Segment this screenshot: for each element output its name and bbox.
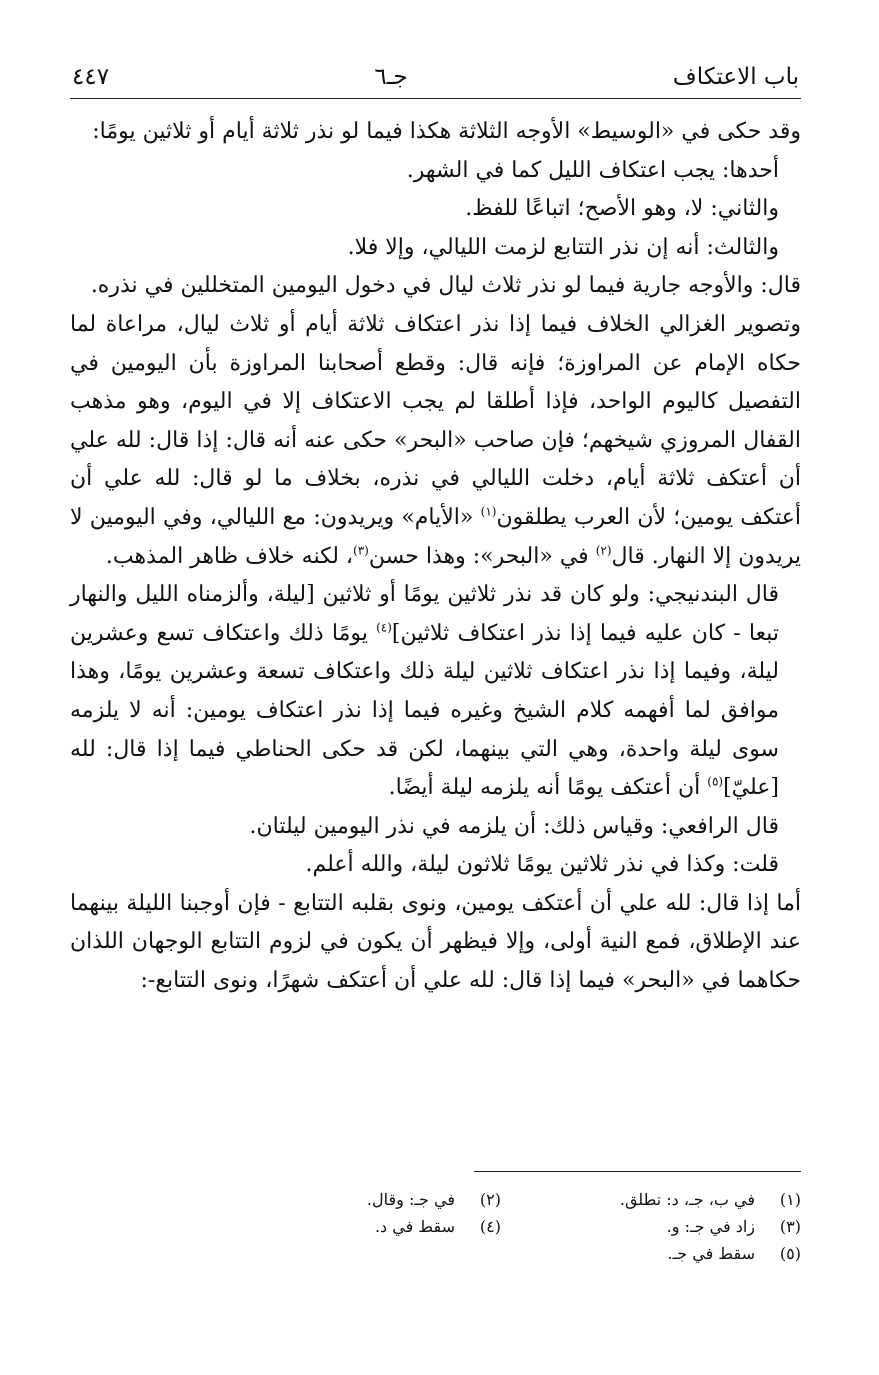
paragraph: قال: والأوجه جارية فيما لو نذر ثلاث ليال في دخول اليومين المتخللين في نذره.	[90, 273, 801, 299]
paragraph-text: يومًا ذلك واعتكاف تسع وعشرين ليلة، وفيما إذا نذر اعتكاف ثلاثين ليلة ذلك واعتكاف تسعة وعشرين يومًا، وهذا موافق لما أفهمه كلام الشيخ وغيره فيما إذا نذر اعتكاف يومين: أنه لا يلزمه سوى ليلة واحدة، وهي التي بينهما، لكن قد حكى الحناطي فيما إذا قال: لله [عليّ]	[70, 620, 779, 801]
chapter-title: باب الاعتكاف	[672, 64, 799, 90]
page-number: ٤٤٧	[72, 64, 110, 90]
footnote-marker[interactable]: (٣)	[353, 543, 369, 558]
footnote-number: (١)	[779, 1190, 801, 1209]
paragraph-text: «الأيام» ويريدون: مع الليالي، وفي اليومين لا يريدون إلا النهار. قال	[70, 504, 801, 569]
paragraph-text: في «البحر»: وهذا حسن	[368, 543, 589, 569]
footnote-number: (٥)	[779, 1244, 801, 1263]
footnote-row	[241, 1213, 801, 1240]
running-header	[70, 40, 801, 99]
footnote-number: (٢)	[479, 1190, 501, 1209]
paragraph	[70, 306, 801, 576]
footnote-item	[541, 1240, 801, 1267]
paragraph: وقد حكى في «الوسيط» الأوجه الثلاثة هكذا فيما لو نذر ثلاثة أيام أو ثلاثين يومًا:	[92, 119, 801, 144]
footnote-text: في ب، جـ، د: تطلق.	[619, 1190, 755, 1209]
footnote-row	[241, 1186, 801, 1213]
paragraph: والثالث: أنه إن نذر التتابع لزمت الليالي، وإلا فلا.	[347, 234, 779, 260]
paragraph: أما إذا قال: لله علي أن أعتكف يومين، ونوى بقلبه التتابع - فإن أوجبنا الليلة بينهما عند الإطلاق، فمع النية أولى، وإلا فيظهر أن يكون في لزوم التتابع الوجهان اللذان حكاهما في «البحر» فيما إذا قال: لله علي أن أعتكف شهرًا، ونوى التتابع-:	[70, 890, 801, 994]
main-text	[70, 113, 801, 1001]
footnote-item	[241, 1213, 501, 1240]
footnote-item	[501, 1213, 801, 1240]
footnote-text: زاد في جـ: و.	[666, 1217, 755, 1236]
volume-label: جـ٦	[374, 64, 408, 90]
paragraph: والثاني: لا، وهو الأصح؛ اتباعًا للفظ.	[465, 196, 779, 222]
paragraph: قلت: وكذا في نذر ثلاثين يومًا ثلاثون ليلة، والله أعلم.	[305, 852, 779, 878]
footnote-marker[interactable]: (١)	[480, 504, 497, 519]
footnote-text: سقط في د.	[374, 1217, 455, 1236]
paragraph-text: أن أعتكف يومًا أنه يلزمه ليلة أيضًا.	[388, 775, 701, 801]
footnote-marker[interactable]: (٥)	[707, 774, 724, 789]
paragraph: أحدها: يجب اعتكاف الليل كما في الشهر.	[406, 157, 779, 183]
footnote-marker[interactable]: (٤)	[376, 620, 392, 635]
footnotes	[241, 1186, 801, 1267]
paragraph	[70, 576, 801, 808]
paragraph-text: وتصوير الغزالي الخلاف فيما إذا نذر اعتكاف ثلاثة أيام أو ثلاث ليال، مراعاة لما حكاه الإمام عن المراوزة؛ فإنه قال: وقطع أصحابنا المراوزة بأن اليومين في التفصيل كاليوم الواحد، فإذا أطلقا لم يجب الاعتكاف إلا في اليوم، وهو مذهب القفال المروزي شيخهم؛ فإن صاحب «البحر» حكى عنه أنه قال: إذا قال: لله علي أن أعتكف ثلاثة أيام، دخلت الليالي في نذره، بخلاف ما لو قال: لله علي أن أعتكف يومين؛ لأن العرب يطلقون	[70, 311, 802, 530]
footnote-item	[241, 1186, 501, 1213]
paragraph-text: ، لكنه خلاف ظاهر المذهب.	[105, 543, 354, 569]
footnote-number: (٤)	[479, 1217, 501, 1236]
footnote-number: (٣)	[779, 1217, 801, 1236]
footnote-row	[241, 1240, 801, 1267]
footnote-item	[501, 1186, 801, 1213]
footnote-divider	[474, 1171, 801, 1172]
footnote-text: في جـ: وقال.	[366, 1190, 455, 1209]
paragraph: قال الرافعي: وقياس ذلك: أن يلزمه في نذر اليومين ليلتان.	[249, 813, 779, 839]
footnote-text: سقط في جـ.	[667, 1244, 755, 1263]
footnote-marker[interactable]: (٢)	[595, 543, 612, 558]
paragraph-text: قال البندنيجي: ولو كان قد نذر ثلاثين يومًا أو ثلاثين [ليلة، وألزمناه الليل والنهار تبعا - كان عليه فيما إذا نذر اعتكاف ثلاثين]	[70, 582, 780, 646]
